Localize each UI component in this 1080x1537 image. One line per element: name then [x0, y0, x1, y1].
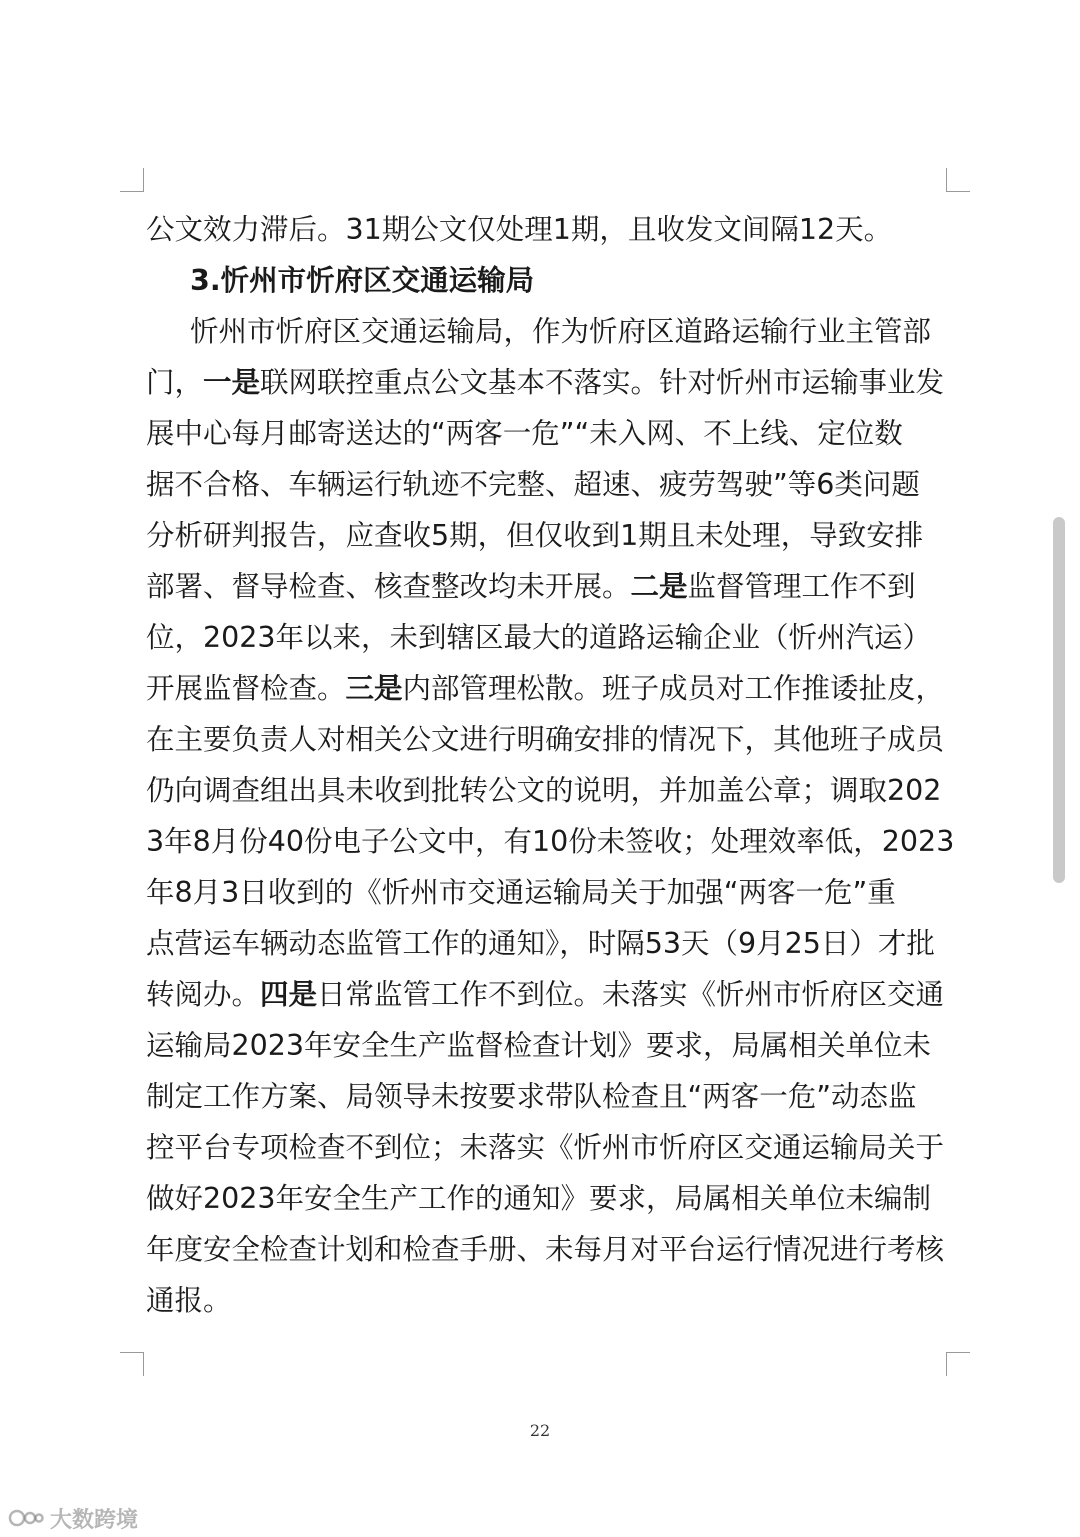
crop-mark-bottom-right: [946, 1352, 970, 1376]
text-line: 通报。: [146, 1284, 232, 1317]
text-line: 展中心每月邮寄送达的“两客一危”“未入网、不上线、定位数: [146, 417, 903, 450]
section-heading: 3.忻州市忻府区交通运输局: [190, 264, 535, 297]
text-line: 年度安全检查计划和检查手册、未每月对平台运行情况进行考核: [146, 1233, 945, 1266]
text-line: 在主要负责人对相关公文进行明确安排的情况下，其他班子成员: [146, 723, 945, 756]
text-line: 位，2023年以来，未到辖区最大的道路运输企业（忻州汽运）: [146, 621, 932, 654]
watermark-logo-icon: [8, 1505, 44, 1531]
text-line: 部署、督导检查、核查整改均未开展。二是监督管理工作不到: [146, 570, 916, 603]
text-line: 制定工作方案、局领导未按要求带队检查且“两客一危”动态监: [146, 1080, 917, 1113]
text-line: 3年8月份40份电子公文中，有10份未签收；处理效率低，2023: [146, 825, 955, 858]
text-line: 年8月3日收到的《忻州市交通运输局关于加强“两客一危”重: [146, 876, 896, 909]
watermark: [8, 1500, 138, 1536]
emphasis-third: 三是: [345, 672, 403, 705]
text-line: 分析研判报告，应查收5期，但仅收到1期且未处理，导致安排: [146, 519, 924, 552]
crop-mark-bottom-left: [120, 1352, 144, 1376]
text-line: 忻州市忻府区交通运输局，作为忻府区道路运输行业主管部: [190, 315, 932, 348]
watermark-text: 大数跨境: [50, 1507, 139, 1533]
text-line: 转阅办。四是日常监管工作不到位。未落实《忻州市忻府区交通: [146, 978, 945, 1011]
document-body: [146, 204, 954, 1326]
text-line: 做好2023年安全生产工作的通知》要求，局属相关单位未编制: [146, 1182, 932, 1215]
text-line: 控平台专项检查不到位；未落实《忻州市忻府区交通运输局关于: [146, 1131, 945, 1164]
crop-mark-top-left: [120, 168, 144, 192]
scrollbar-thumb[interactable]: [1053, 517, 1065, 883]
text-line: 运输局2023年安全生产监督检查计划》要求，局属相关单位未: [146, 1029, 932, 1062]
text-line: 据不合格、车辆运行轨迹不完整、超速、疲劳驾驶”等6类问题: [146, 468, 920, 501]
page-number: 22: [529, 1421, 551, 1440]
emphasis-first: 一是: [203, 366, 261, 399]
emphasis-fourth: 四是: [260, 978, 318, 1011]
text-line: 仍向调查组出具未收到批转公文的说明，并加盖公章；调取202: [146, 774, 942, 807]
text-line: 点营运车辆动态监管工作的通知》，时隔53天（9月25日）才批: [146, 927, 935, 960]
text-line: 门，一是联网联控重点公文基本不落实。针对忻州市运输事业发: [146, 366, 945, 399]
text-line: 公文效力滞后。31期公文仅处理1期，且收发文间隔12天。: [146, 213, 893, 246]
emphasis-second: 二是: [630, 570, 688, 603]
text-line: 开展监督检查。三是内部管理松散。班子成员对工作推诿扯皮，: [146, 672, 945, 705]
crop-mark-top-right: [946, 168, 970, 192]
